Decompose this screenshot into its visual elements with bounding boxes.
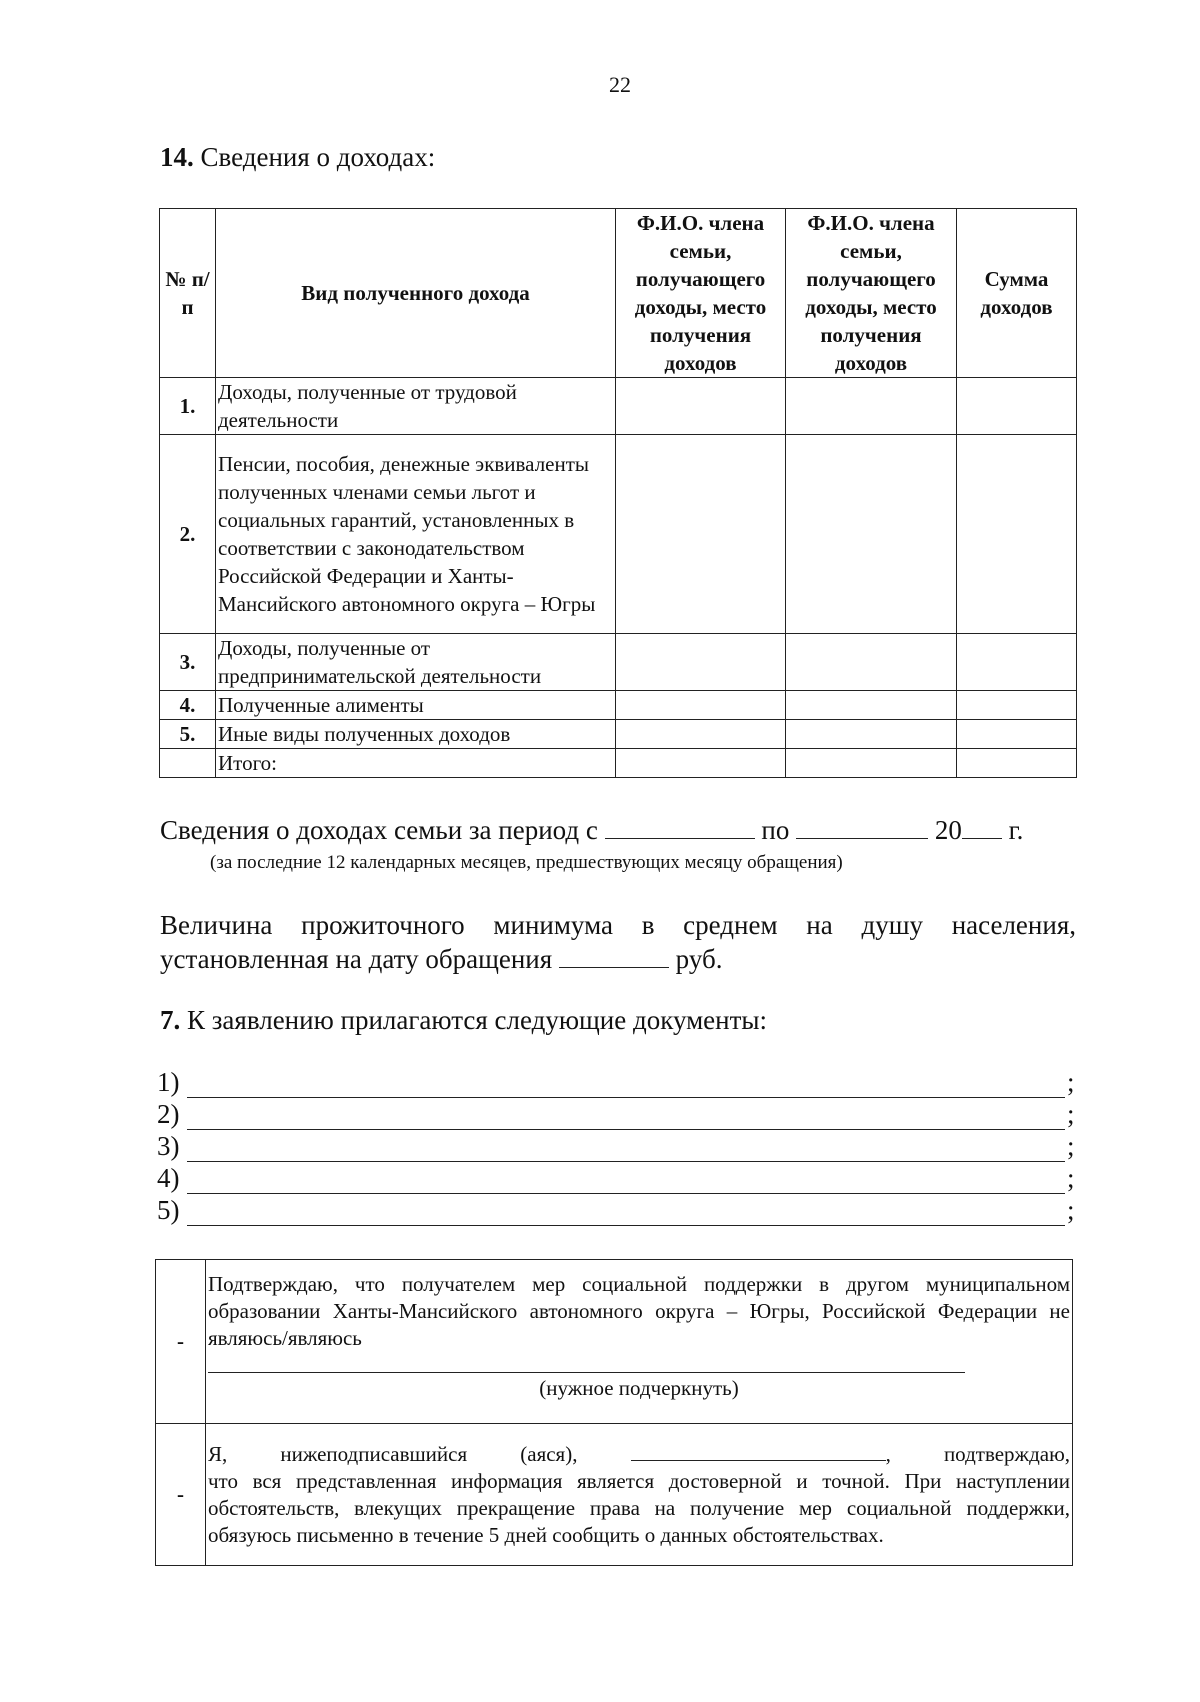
section-14-number: 14. [160,142,194,172]
document-field[interactable] [187,1137,1065,1162]
signer-name-field[interactable] [631,1440,886,1461]
confirmation-text: что вся представленная информация является достоверной и точной. При наступлении обстоятельств, влекущих прекращение права на получение мер социальной поддержки, обязуюсь письменно в течение 5 дней сообщить о данных обстоятельствах. [208,1469,1070,1547]
list-item [157,1130,1077,1162]
documents-list [157,1066,1077,1226]
row-num [160,749,216,778]
minimum-prefix: установленная на дату обращения [160,944,553,974]
list-item-index: 5) [157,1195,180,1225]
row-num: 3. [160,634,216,691]
cell-member-2[interactable] [786,749,957,778]
list-item-index: 2) [157,1099,180,1129]
cell-member-2[interactable] [786,720,957,749]
period-year-prefix: 20 [934,815,962,845]
confirmation-text: Подтверждаю, что получателем мер социальной поддержки в другом муниципальном образовании Ханты-Мансийского автономного округа – Югры, Российской Федерации не являюсь/являюсь [208,1272,1070,1350]
document-field[interactable] [187,1105,1065,1130]
period-year-field[interactable] [962,816,1002,839]
cell-member-2[interactable] [786,691,957,720]
row-kind: Полученные алименты [216,691,616,720]
cell-sum[interactable] [957,749,1077,778]
header-member-1: Ф.И.О. члена семьи, получающего доходы, место получения доходов [616,209,786,378]
row-num: 2. [160,435,216,634]
section-14-title [160,142,435,173]
cell-sum[interactable] [957,720,1077,749]
period-note: (за последние 12 календарных месяцев, предшествующих месяцу обращения) [210,852,843,873]
confirmation-first-line [208,1440,1070,1468]
list-item-index: 1) [157,1067,180,1097]
confirmation-hint: (нужное подчеркнуть) [539,1376,739,1400]
row-num: 5. [160,720,216,749]
confirmation-cell [206,1424,1073,1566]
section-14-text: Сведения о доходах: [200,142,436,172]
confirmation-prefix: Я, нижеподписавшийся (аяся), [208,1442,578,1466]
document-field[interactable] [187,1201,1065,1226]
confirmation-choice-field[interactable] [208,1362,965,1373]
row-num: 4. [160,691,216,720]
list-item-terminator: ; [1067,1131,1075,1161]
list-item-terminator: ; [1067,1067,1075,1097]
period-year-suffix: г. [1008,815,1024,845]
section-7-number: 7. [160,1005,181,1035]
confirmation-middle: , подтверждаю, [885,1442,1071,1466]
row-num: 1. [160,378,216,435]
row-kind: Доходы, полученные от предпринимательской деятельности [216,634,616,691]
header-kind: Вид полученного дохода [216,209,616,378]
list-item-terminator: ; [1067,1163,1075,1193]
cell-sum[interactable] [957,435,1077,634]
page-number: 22 [609,72,631,97]
cell-member-1[interactable] [616,720,786,749]
document-field[interactable] [187,1073,1065,1098]
cell-sum[interactable] [957,378,1077,435]
period-prefix: Сведения о доходах семьи за период с [160,815,598,845]
header-num: № п/п [160,209,216,378]
confirmation-marker: - [156,1424,206,1566]
period-to-field[interactable] [796,816,928,839]
list-item-terminator: ; [1067,1099,1075,1129]
list-item [157,1194,1077,1226]
cell-member-1[interactable] [616,634,786,691]
cell-member-1[interactable] [616,749,786,778]
header-sum: Сумма доходов [957,209,1077,378]
period-line [160,815,1076,846]
row-kind: Доходы, полученные от трудовой деятельности [216,378,616,435]
cell-member-1[interactable] [616,435,786,634]
cell-sum[interactable] [957,634,1077,691]
row-kind-total: Итого: [216,749,616,778]
list-item-terminator: ; [1067,1195,1075,1225]
income-table [159,208,1077,778]
minimum-line-2 [160,942,722,976]
cell-sum[interactable] [957,691,1077,720]
document-field[interactable] [187,1169,1065,1194]
minimum-suffix: руб. [675,944,723,974]
cell-member-2[interactable] [786,634,957,691]
list-item [157,1098,1077,1130]
list-item [157,1162,1077,1194]
table-row [160,720,1077,749]
cell-member-1[interactable] [616,378,786,435]
list-item [157,1066,1077,1098]
minimum-line-1: Величина прожиточного минимума в среднем на душу населения, [160,910,1076,940]
table-row [160,691,1077,720]
header-member-2: Ф.И.О. члена семьи, получающего доходы, место получения доходов [786,209,957,378]
cell-member-2[interactable] [786,378,957,435]
table-row [160,634,1077,691]
confirmation-row [156,1260,1073,1424]
confirmation-marker: - [156,1260,206,1424]
income-table-header-row [160,209,1077,378]
period-from-field[interactable] [605,816,755,839]
list-item-index: 3) [157,1131,180,1161]
section-7-title [160,1005,767,1036]
confirmation-row [156,1424,1073,1566]
confirmations-table [155,1259,1073,1566]
table-row [160,378,1077,435]
section-7-text: К заявлению прилагаются следующие документы: [187,1005,768,1035]
list-item-index: 4) [157,1163,180,1193]
confirmation-cell [206,1260,1073,1424]
period-to-label: по [761,815,790,845]
table-row-total [160,749,1077,778]
minimum-amount-field[interactable] [559,945,669,968]
row-kind: Пенсии, пособия, денежные эквиваленты полученных членами семьи льгот и социальных гарантий, установленных в соответствии с законодательством Российской Федерации и Ханты-Мансийского автономного округа – Югры [216,435,616,634]
cell-member-1[interactable] [616,691,786,720]
cell-member-2[interactable] [786,435,957,634]
table-row [160,435,1077,634]
row-kind: Иные виды полученных доходов [216,720,616,749]
